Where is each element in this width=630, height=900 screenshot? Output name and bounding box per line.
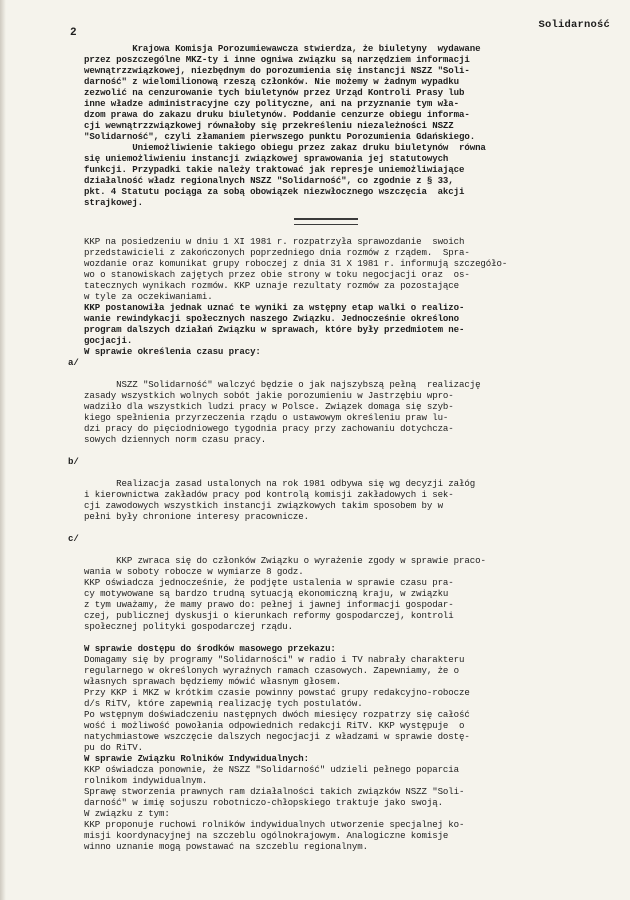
working-time-heading: W sprawie określenia czasu pracy: <box>84 346 261 357</box>
document-body <box>68 43 610 852</box>
bullet-item <box>68 456 610 533</box>
kkp-paragraph-2: KKP postanowiła jednak uznać te wyniki za wstępny etap walki o realizo- wanie rewindykacji społecznych naszego Związku. Jednocześnie określono program dalszych działań Związku w sprawach, które były przedmiotem ne- gocjacji. <box>84 302 465 346</box>
intro-paragraph-2: Uniemożliwienie takiego obiegu przez zakaz druku biuletynów równa się uniemożliwieniu instancji związkowej sprawowania jej statutowych funkcji. Przypadki takie należy traktować jak represje uniemożliwiające działalność władz regionalnych NSZZ "Solidarność", co zgodnie z § 33, pkt. 4 Statutu pociąga za sobą obowiązek niezwłocznego wszczęcia akcji strajkowej. <box>84 142 486 208</box>
farmers-paragraph-4: KKP proponuje ruchowi rolników indywidualnych utworzenie specjalnej ko- misji koordynacyjnej na szczeblu ogólnokrajowym. Analogiczne komisje winno uznanie mogą powstawać na szczeblu regionalnym. <box>84 819 465 852</box>
farmers-heading: W sprawie Związku Rolników Indywidualnych: <box>84 753 310 764</box>
bullet-text: Realizacja zasad ustalonych na rok 1981 odbywa się wg decyzji załóg i kierownictwa zakładów pracy pod kontrolą komisji zakładowych i sek- cji zawodowych wszystkich instancji związkowych takim sposobem by w pełni były chronione interesy pracownicze. <box>84 478 476 522</box>
media-paragraph-2: Przy KKP i MKZ w krótkim czasie powinny powstać grupy redakcyjno-robocze d/s RiTV, które zapewnią realizację tych postulatów. <box>84 687 470 709</box>
bullet-marker: a/ <box>68 357 79 368</box>
farmers-paragraph-2: Sprawę stworzenia prawnych ram działalności takich związków NSZZ "Soli- darność" w imię sojuszu robotniczo-chłopskiego traktuje jako swoją. <box>84 786 465 808</box>
media-paragraph-1: Domagamy się by programy "Solidarności" w radio i TV nabrały charakteru regularnego w określonych wyraźnych ramach czasowych. Zapewniamy, że o własnych sprawach będziemy mówić własnym głosem. <box>84 654 465 687</box>
publication-title: Solidarność <box>538 19 610 31</box>
bullet-marker: b/ <box>68 456 79 467</box>
bullet-marker: c/ <box>68 533 79 544</box>
bullet-text: KKP zwraca się do członków Związku o wyrażenie zgody w sprawie praco- wania w soboty robocze w wymiarze 8 godz. KKP oświadcza jednocześnie, że podjęte ustalenia w sprawie czasu pra- cy motywowane są bardzo trudną sytuacją ekonomiczną kraju, w związku z tym uważamy, że mamy prawo do: pełnej i jawnej informacji gospodar- czej, publicznej dyskusji o kierunkach reformy gospodarczej, kontroli społecznej polityki gospodarczej rządu. <box>84 555 486 632</box>
farmers-paragraph-1: KKP oświadcza ponownie, że NSZZ "Solidarność" udzieli pełnego poparcia rolnikom indywidualnym. <box>84 764 460 786</box>
intro-paragraph-1: Krajowa Komisja Porozumiewawcza stwierdza, że biuletyny wydawane przez poszczególne MKZ-ty i inne ogniwa związku są narzędziem informacji wewnątrzzwiązkowej, niezbędnym do porozumienia się instancji NSZZ "Soli- darność" z wielomilionową rzeszą członków. Nie możemy w żadnym wypadku zezwolić na cenzurowanie tych biuletynów przez Urząd Kontroli Prasy lub inne władze administracyjne czy polityczne, ani na przyznanie tym wła- dzom prawa do zakazu druku biuletynów. Poddanie cenzurze obiegu informa- cji wewnątrzzwiązkowej równałoby się przekreśleniu niezależności NSZZ "Solidarność", czyli złamaniem pierwszego punktu Porozumienia Gdańskiego. <box>84 43 481 142</box>
page-number: 2 <box>70 27 77 39</box>
bullet-item <box>68 357 610 456</box>
bullet-item <box>68 533 610 643</box>
bullet-text: NSZZ "Solidarność" walczyć będzie o jak najszybszą pełną realizację zasady wszystkich wolnych sobót jakie porozumieniu w Jastrzębiu wpro- wadziło dla wszystkich ludzi pracy w Polsce. Związek domaga się szyb- kiego spełnienia przyrzeczenia rządu o ustawowym określeniu praw lu- dzi pracy do pięciodniowego tygodnia pracy przy zachowaniu dotychcza- sowych dziennych norm czasu pracy. <box>84 379 481 445</box>
media-paragraph-3: Po wstępnym doświadczeniu następnych dwóch miesięcy rozpatrzy się całość wość i możliwość powołania odpowiednich redakcji RiTV. KKP występuje o natychmiastowe wszczęcie dalszych negocjacji z władzami w sprawie dostę- pu do RiTV. <box>84 709 470 753</box>
media-heading: W sprawie dostępu do środków masowego przekazu: <box>84 643 336 654</box>
kkp-paragraph-1: KKP na posiedzeniu w dniu 1 XI 1981 r. rozpatrzyła sprawozdanie swoich przedstawicieli z zakończonych poprzedniego dnia rozmów z rządem. Spra- wozdanie oraz komunikat grupy roboczej z dnia 31 X 1981 r. informują szczegóło- wo o stanowiskach zajętych przez obie strony w toku negocjacji oraz os- tatecznych wynikach rozmów. KKP uznaje rezultaty rozmów za pozostające w tyle za oczekiwaniami. <box>84 236 508 302</box>
section-divider <box>294 218 358 225</box>
farmers-paragraph-3: W związku z tym: <box>84 808 170 819</box>
